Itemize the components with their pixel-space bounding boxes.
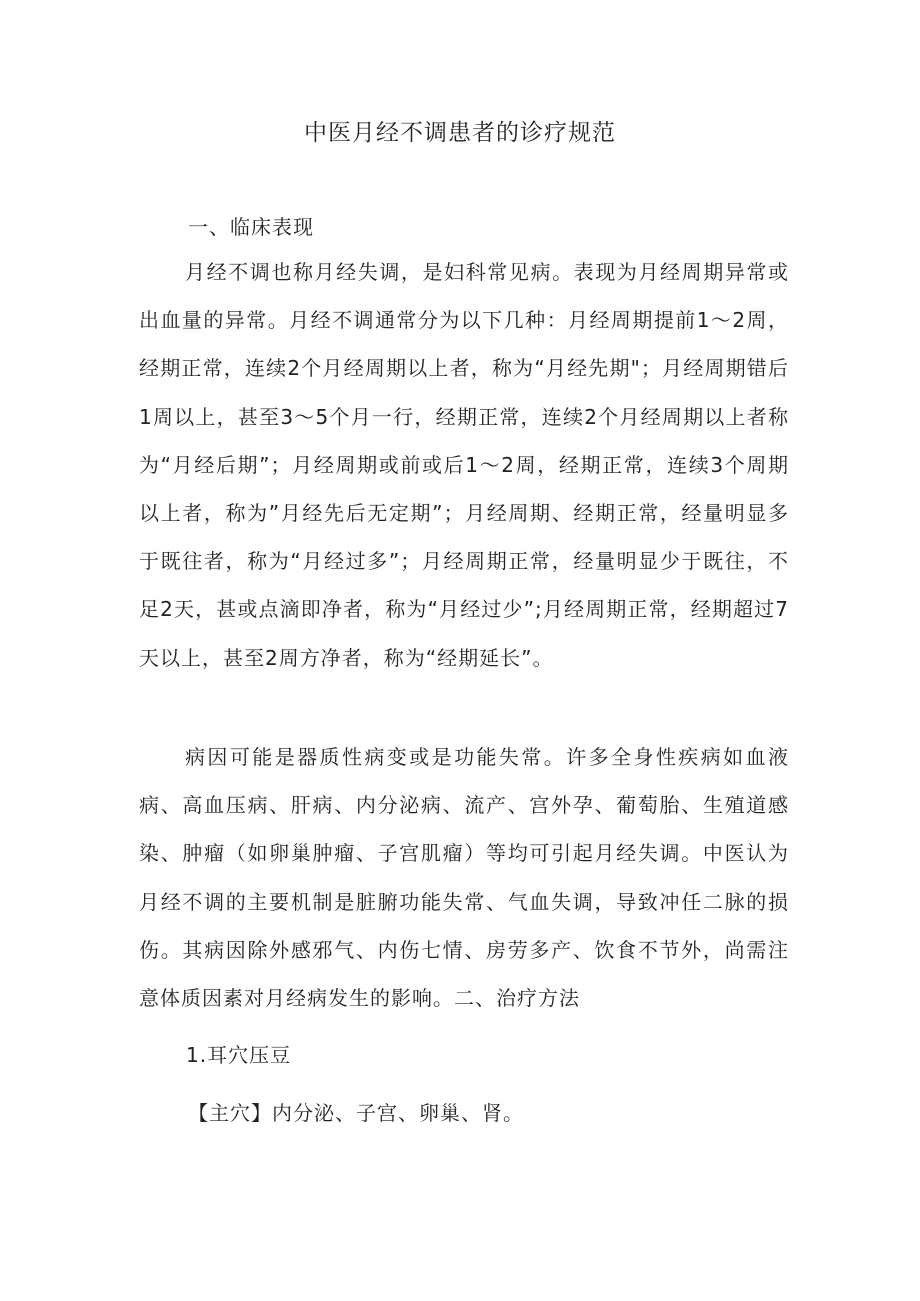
section-heading-clinical-manifestations: 一、临床表现	[188, 215, 314, 239]
paragraph-clinical-manifestations: 月经不调也称月经失调，是妇科常见病。表现为月经周期异常或出血量的异常。月经不调通常分为以下几种：月经周期提前1～2周，经期正常，连续2个月经周期以上者，称为“月经先期"；月经周期错后1周以上，甚至3～5个月一行，经期正常，连续2个月经周期以上者称为“月经后期”；月经周期或前或后1～2周，经期正常，连续3个周期以上者，称为”月经先后无定期”；月经周期、经期正常，经量明显多于既往者，称为“月经过多”；月经周期正常，经量明显少于既往，不足2天，甚或点滴即净者，称为“月经过少”;月经周期正常，经期超过7天以上，甚至2周方净者，称为“经期延长”。	[139, 260, 789, 670]
subsection-heading-ear-acupoint: 1.耳穴压豆	[186, 1043, 292, 1067]
paragraph-etiology: 病因可能是器质性病变或是功能失常。许多全身性疾病如血液病、高血压病、肝病、内分泌病、流产、宫外孕、葡萄胎、生殖道感染、肿瘤（如卵巢肿瘤、子宫肌瘤）等均可引起月经失调。中医认为月经不调的主要机制是脏腑功能失常、气血失调，导致冲任二脉的损伤。其病因除外感邪气、内伤七情、房劳多产、饮食不节外，尚需注意体质因素对月经病发生的影响。二、治疗方法	[139, 745, 789, 1011]
main-acupoints-line: 【主穴】内分泌、子宫、卵巢、肾。	[188, 1101, 524, 1125]
document-title: 中医月经不调患者的诊疗规范	[304, 120, 616, 146]
